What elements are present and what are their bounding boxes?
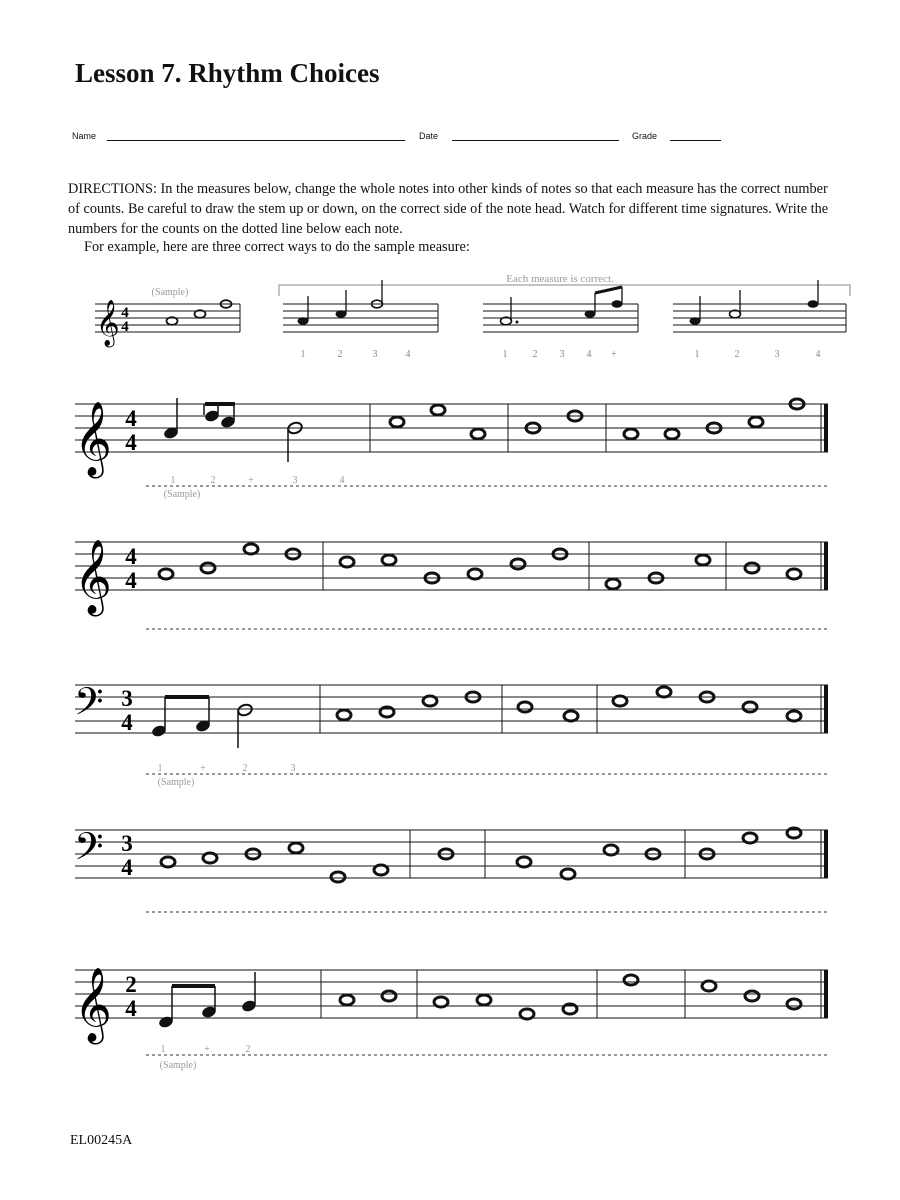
time-sig-top: 3 (121, 831, 133, 856)
whole-note (787, 711, 801, 721)
example-measure-1 (283, 280, 438, 360)
count-label: 4 (815, 349, 821, 360)
whole-note (604, 845, 618, 855)
half-note (237, 703, 254, 717)
exercise-3 (74, 679, 828, 788)
date-label: Date (419, 131, 439, 141)
whole-note (665, 429, 679, 439)
sample-staff (95, 287, 240, 348)
whole-note (749, 417, 763, 427)
whole-note (331, 872, 345, 882)
count-label: 3 (372, 349, 378, 360)
count-label: + (200, 763, 206, 774)
treble-clef-icon: 𝄞 (74, 968, 112, 1042)
sample-label: (Sample) (151, 287, 189, 298)
count-label: 4 (405, 349, 411, 360)
time-sig-bottom: 4 (125, 568, 137, 593)
whole-note (244, 544, 258, 554)
whole-note (561, 869, 575, 879)
time-sig-top: 3 (121, 686, 133, 711)
whole-note (161, 857, 175, 867)
count-label: 2 (210, 475, 216, 486)
time-sig-bottom: 4 (125, 996, 137, 1021)
time-sig-top: 4 (125, 406, 137, 431)
count-label: 2 (245, 1044, 251, 1055)
count-label: 3 (774, 349, 780, 360)
whole-note (517, 857, 531, 867)
count-label: 4 (586, 349, 592, 360)
time-sig-top: 2 (125, 972, 137, 997)
exercise-4 (74, 824, 828, 912)
sample-label: (Sample) (159, 1060, 197, 1071)
bass-clef-icon: 𝄢 (74, 824, 104, 878)
treble-clef-icon: 𝄞 (74, 402, 112, 476)
example-text: For example, here are three correct ways to do the sample measure: (84, 239, 470, 255)
eighth-note (612, 300, 623, 308)
whole-note (745, 991, 759, 1001)
whole-note (520, 1009, 534, 1019)
correct-bracket (279, 273, 850, 296)
count-label: 1 (502, 349, 508, 360)
footer-code: EL00245A (70, 1133, 133, 1148)
sample-label: (Sample) (163, 489, 201, 500)
exercise-1 (74, 398, 828, 500)
whole-note (201, 563, 215, 573)
count-label: 1 (170, 475, 176, 486)
whole-note (434, 997, 448, 1007)
count-label: 1 (694, 349, 700, 360)
grade-label: Grade (632, 131, 658, 141)
whole-note (203, 853, 217, 863)
whole-note (431, 405, 445, 415)
count-label: + (204, 1044, 210, 1055)
whole-note (518, 702, 532, 712)
whole-note (563, 1004, 577, 1014)
whole-note (743, 833, 757, 843)
whole-note (564, 711, 578, 721)
time-sig-top: 4 (125, 544, 137, 569)
whole-note (159, 569, 173, 579)
whole-note (624, 975, 638, 985)
whole-note (702, 981, 716, 991)
whole-note (340, 557, 354, 567)
eighth-note (585, 310, 596, 318)
whole-note (657, 687, 671, 697)
quarter-note (808, 300, 819, 308)
exercise-5 (74, 968, 828, 1071)
whole-note (340, 995, 354, 1005)
count-label: 3 (292, 475, 298, 486)
treble-clef-icon: 𝄞 (96, 300, 120, 346)
whole-note (471, 429, 485, 439)
whole-note (696, 555, 710, 565)
directions-text: DIRECTIONS: In the measures below, change the whole notes into other kinds of notes so that each measure has the correct number of counts. Be careful to draw the stem up or down, on the correct side of the note head. Watch for different time signatures. Write the numbers for the counts on the dotted line below each note. (68, 181, 829, 237)
whole-note (382, 555, 396, 565)
whole-note (624, 429, 638, 439)
correct-label: Each measure is correct. (506, 273, 614, 285)
example-measure-3 (673, 280, 846, 360)
time-sig-bottom: 4 (121, 319, 129, 335)
whole-note (787, 569, 801, 579)
time-sig-bottom: 4 (125, 430, 137, 455)
count-label: 1 (160, 1044, 166, 1055)
whole-note (390, 417, 404, 427)
count-label: 2 (242, 763, 248, 774)
sample-label: (Sample) (157, 777, 195, 788)
count-label: 1 (300, 349, 306, 360)
count-label: 2 (532, 349, 538, 360)
whole-note (380, 707, 394, 717)
count-label: + (611, 349, 617, 360)
whole-note (745, 563, 759, 573)
quarter-note (336, 310, 347, 318)
count-label: 2 (734, 349, 740, 360)
count-label: 4 (339, 475, 345, 486)
whole-note (787, 828, 801, 838)
exercise-2 (74, 540, 828, 629)
name-label: Name (72, 131, 97, 141)
whole-note (787, 999, 801, 1009)
quarter-note (298, 317, 309, 325)
treble-clef-icon: 𝄞 (74, 540, 112, 614)
whole-note (289, 843, 303, 853)
whole-note (743, 702, 757, 712)
count-label: 2 (337, 349, 343, 360)
whole-note (613, 696, 627, 706)
whole-note (382, 991, 396, 1001)
quarter-note (690, 317, 701, 325)
bass-clef-icon: 𝄢 (74, 679, 104, 733)
whole-note (423, 696, 437, 706)
whole-note (477, 995, 491, 1005)
lesson-title: Lesson 7. Rhythm Choices (75, 58, 380, 88)
whole-note (606, 579, 620, 589)
count-label: 3 (559, 349, 565, 360)
count-label: 1 (157, 763, 163, 774)
time-sig-bottom: 4 (121, 710, 133, 735)
example-measure-2 (483, 287, 638, 360)
time-sig-top: 4 (121, 305, 129, 321)
time-sig-bottom: 4 (121, 855, 133, 880)
whole-note (374, 865, 388, 875)
whole-note (511, 559, 525, 569)
whole-note (468, 569, 482, 579)
whole-note (337, 710, 351, 720)
count-label: 3 (290, 763, 296, 774)
count-label: + (248, 475, 254, 486)
